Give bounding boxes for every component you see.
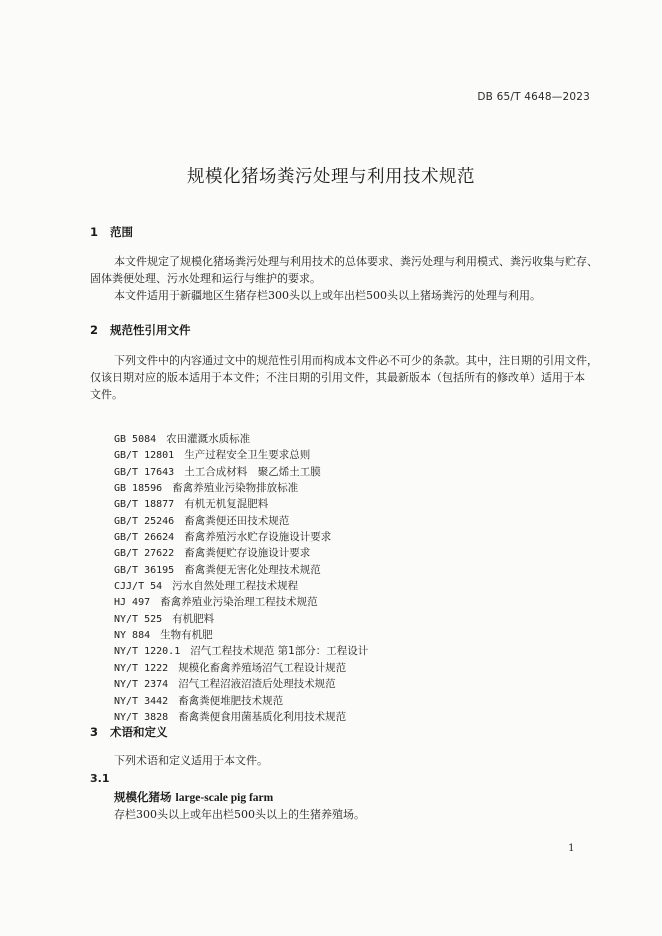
reference-item xyxy=(114,693,368,709)
reference-item xyxy=(114,611,368,627)
paragraph-line: 固体粪便处理、污水处理和运行与维护的要求。 xyxy=(90,272,321,285)
reference-item xyxy=(114,643,368,659)
reference-code: GB/T 17643 xyxy=(114,466,175,478)
reference-code: NY/T 3442 xyxy=(114,695,169,707)
reference-name: 生物有机肥 xyxy=(160,629,213,642)
document-title: 规模化猪场粪污处理与利用技术规范 xyxy=(187,167,475,187)
reference-name: 有机肥料 xyxy=(172,612,215,625)
section-number: 2 xyxy=(90,323,99,337)
reference-name: 土工合成材料 聚乙烯土工膜 xyxy=(184,465,321,478)
reference-code: GB 5084 xyxy=(114,434,157,445)
section-2-intro xyxy=(90,352,600,403)
reference-code: GB/T 36195 xyxy=(114,564,175,576)
reference-name: 污水自然处理工程技术规程 xyxy=(172,580,299,593)
reference-item xyxy=(114,709,368,725)
reference-code: NY/T 1220.1 xyxy=(114,646,181,658)
reference-item xyxy=(114,464,368,480)
reference-name: 沼气工程沼液沼渣后处理技术规范 xyxy=(178,678,336,691)
reference-name: 畜禽粪便还田技术规范 xyxy=(184,514,290,527)
reference-code: GB/T 12801 xyxy=(114,450,175,462)
reference-code: NY/T 2374 xyxy=(114,679,169,691)
reference-item xyxy=(114,594,368,610)
reference-name: 畜禽养殖污水贮存设施设计要求 xyxy=(184,531,332,544)
term-chinese: 规模化猪场 xyxy=(114,790,172,804)
term-number: 3.1 xyxy=(90,772,110,785)
reference-name: 生产过程安全卫生要求总则 xyxy=(184,449,311,462)
reference-item xyxy=(114,529,368,545)
reference-code: GB/T 18877 xyxy=(114,499,175,511)
paragraph-line: 文件。 xyxy=(90,388,123,401)
paragraph-line: 下列文件中的内容通过文中的规范性引用而构成本文件必不可少的条款。其中，注日期的引用文件， xyxy=(114,354,598,367)
term-definition: 存栏300头以上或年出栏500头以上的生猪养殖场。 xyxy=(114,808,365,821)
reference-item xyxy=(114,447,368,463)
section-3-intro xyxy=(90,752,600,769)
reference-code: GB/T 26624 xyxy=(114,532,175,544)
section-1-paragraph-2 xyxy=(90,287,600,304)
paragraph-line: 本文件适用于新疆地区生猪存栏300头以上或年出栏500头以上猪场粪污的处理与利用。 xyxy=(114,289,541,302)
reference-code: NY 884 xyxy=(114,630,151,642)
section-number: 1 xyxy=(90,225,99,239)
reference-name: 有机无机复混肥料 xyxy=(184,498,269,511)
term-english: large-scale pig farm xyxy=(175,792,274,804)
reference-name: 畜禽养殖业污染治理工程技术规范 xyxy=(160,596,318,609)
reference-code: GB/T 25246 xyxy=(114,515,175,527)
reference-item xyxy=(114,496,368,512)
reference-item xyxy=(114,513,368,529)
standard-code: DB 65/T 4648—2023 xyxy=(477,91,590,103)
section-2-heading xyxy=(90,322,191,338)
reference-name: 沼气工程技术规范 第1部分：工程设计 xyxy=(190,645,369,658)
reference-item xyxy=(114,660,368,676)
reference-name: 畜禽粪便堆肥技术规范 xyxy=(178,694,284,707)
reference-item xyxy=(114,578,368,594)
reference-item xyxy=(114,627,368,643)
reference-name: 畜禽养殖业污染物排放标准 xyxy=(172,482,299,495)
reference-item xyxy=(114,545,368,561)
reference-code: NY/T 1222 xyxy=(114,662,169,674)
reference-code: GB/T 27622 xyxy=(114,548,175,560)
reference-name: 畜禽粪便无害化处理技术规范 xyxy=(184,563,321,576)
reference-list xyxy=(114,431,368,725)
reference-name: 规模化畜禽养殖场沼气工程设计规范 xyxy=(178,661,347,674)
section-1-heading xyxy=(90,224,133,240)
term-heading xyxy=(114,789,273,805)
reference-item xyxy=(114,480,368,496)
reference-name: 农田灌溉水质标准 xyxy=(166,433,251,445)
section-1-paragraph-1 xyxy=(90,253,600,287)
reference-code: GB 18596 xyxy=(114,483,163,495)
paragraph-line: 仅该日期对应的版本适用于本文件；不注日期的引用文件，其最新版本（包括所有的修改单）适用于本 xyxy=(90,371,585,384)
paragraph-line: 下列术语和定义适用于本文件。 xyxy=(114,754,268,767)
reference-code: HJ 497 xyxy=(114,597,151,609)
reference-name: 畜禽粪便食用菌基质化利用技术规范 xyxy=(178,710,347,723)
reference-code: CJJ/T 54 xyxy=(114,581,163,593)
reference-code: NY/T 3828 xyxy=(114,711,169,723)
section-title: 术语和定义 xyxy=(110,725,168,739)
page-number: 1 xyxy=(568,842,575,854)
section-number: 3 xyxy=(90,725,99,739)
reference-name: 畜禽粪便贮存设施设计要求 xyxy=(184,547,311,560)
reference-code: NY/T 525 xyxy=(114,613,163,625)
reference-item xyxy=(114,676,368,692)
reference-item xyxy=(114,562,368,578)
reference-item xyxy=(114,431,368,447)
paragraph-line: 本文件规定了规模化猪场粪污处理与利用技术的总体要求、粪污处理与利用模式、粪污收集与贮存、 xyxy=(114,255,598,268)
section-3-heading xyxy=(90,724,168,740)
section-title: 范围 xyxy=(110,225,133,239)
section-title: 规范性引用文件 xyxy=(110,323,191,337)
